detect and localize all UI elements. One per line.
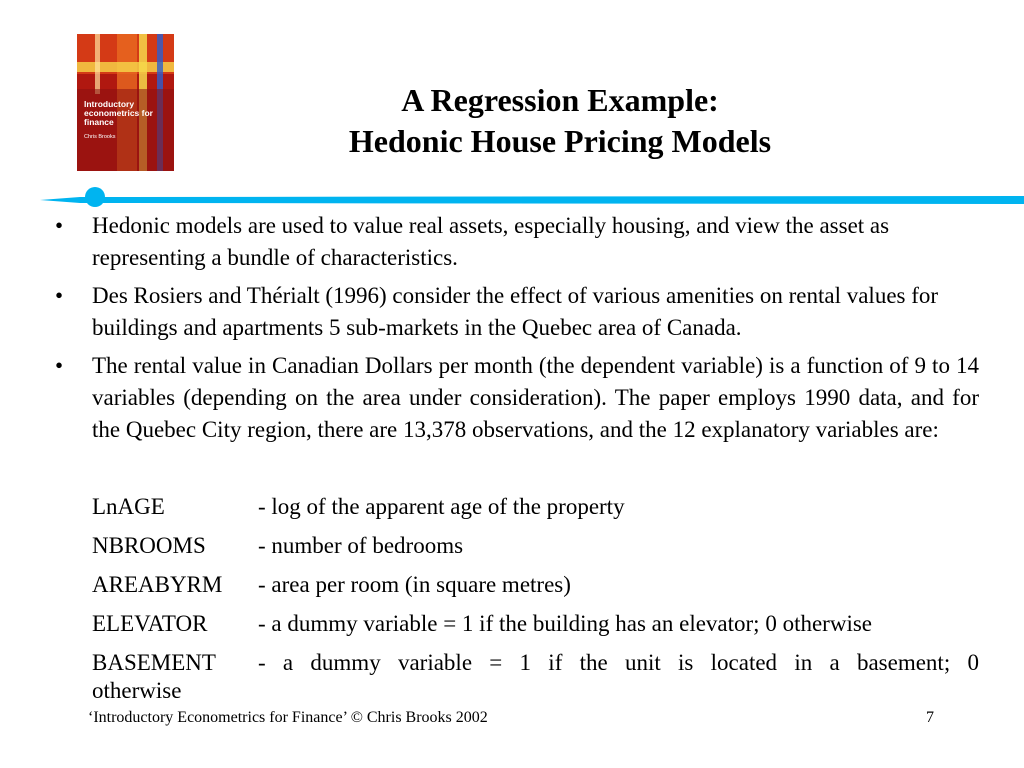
variable-row: [92, 608, 979, 647]
bullet-marker: •: [55, 213, 64, 238]
bullet-list: [55, 210, 979, 452]
book-cover: [77, 34, 174, 171]
variable-description: - log of the apparent age of the property: [258, 494, 625, 519]
variable-name: LnAGE: [92, 494, 165, 519]
bullet-item: [55, 350, 979, 446]
variable-description: - number of bedrooms: [258, 533, 464, 558]
bullet-text: Des Rosiers and Thérialt (1996) consider the effect of various amenities on rental values for buildings and apartments 5 sub-markets in the Quebec area of Canada.: [92, 283, 939, 340]
bullet-item: [55, 210, 979, 274]
variable-name: AREABYRM: [92, 572, 223, 597]
variable-row: [92, 491, 979, 530]
variable-row: [92, 647, 979, 703]
bullet-text: Hedonic models are used to value real assets, especially housing, and view the asset as representing a bundle of characteristics.: [92, 213, 890, 270]
footer-copyright: ‘Introductory Econometrics for Finance’ © Chris Brooks 2002: [88, 709, 488, 726]
variable-description: - area per room (in square metres): [258, 572, 571, 597]
slide-title-line-2: Hedonic House Pricing Models: [348, 123, 772, 159]
variable-name: BASEMENT: [92, 650, 216, 675]
variable-description: - a dummy variable = 1 if the unit is located in a basement; 0: [258, 650, 979, 675]
bullet-text: The rental value in Canadian Dollars per month (the dependent variable) is a function of 9 to 14 variables (depending on the area under consideration). The paper employs 1990 data, and for the Quebec City region, there are 13,378 observations, and the 12 explanatory variables are:: [92, 353, 979, 442]
variable-description: - a dummy variable = 1 if the building has an elevator; 0 otherwise: [258, 611, 872, 636]
bullet-marker: •: [55, 283, 64, 308]
slide-title: [250, 80, 870, 162]
variable-list: [92, 491, 979, 703]
variable-name: ELEVATOR: [92, 611, 208, 636]
variable-row: [92, 569, 979, 608]
book-cover-author: Chris Brooks: [84, 134, 116, 140]
variable-description-continued: otherwise: [92, 678, 182, 703]
bullet-item: [55, 280, 979, 344]
slide-title-line-1: A Regression Example:: [401, 82, 719, 118]
bullet-marker: •: [55, 353, 64, 378]
variable-row: [92, 530, 979, 569]
book-cover-title: Introductory econometrics for finance: [84, 99, 153, 127]
page-number: 7: [926, 709, 934, 726]
variable-name: NBROOMS: [92, 533, 206, 558]
